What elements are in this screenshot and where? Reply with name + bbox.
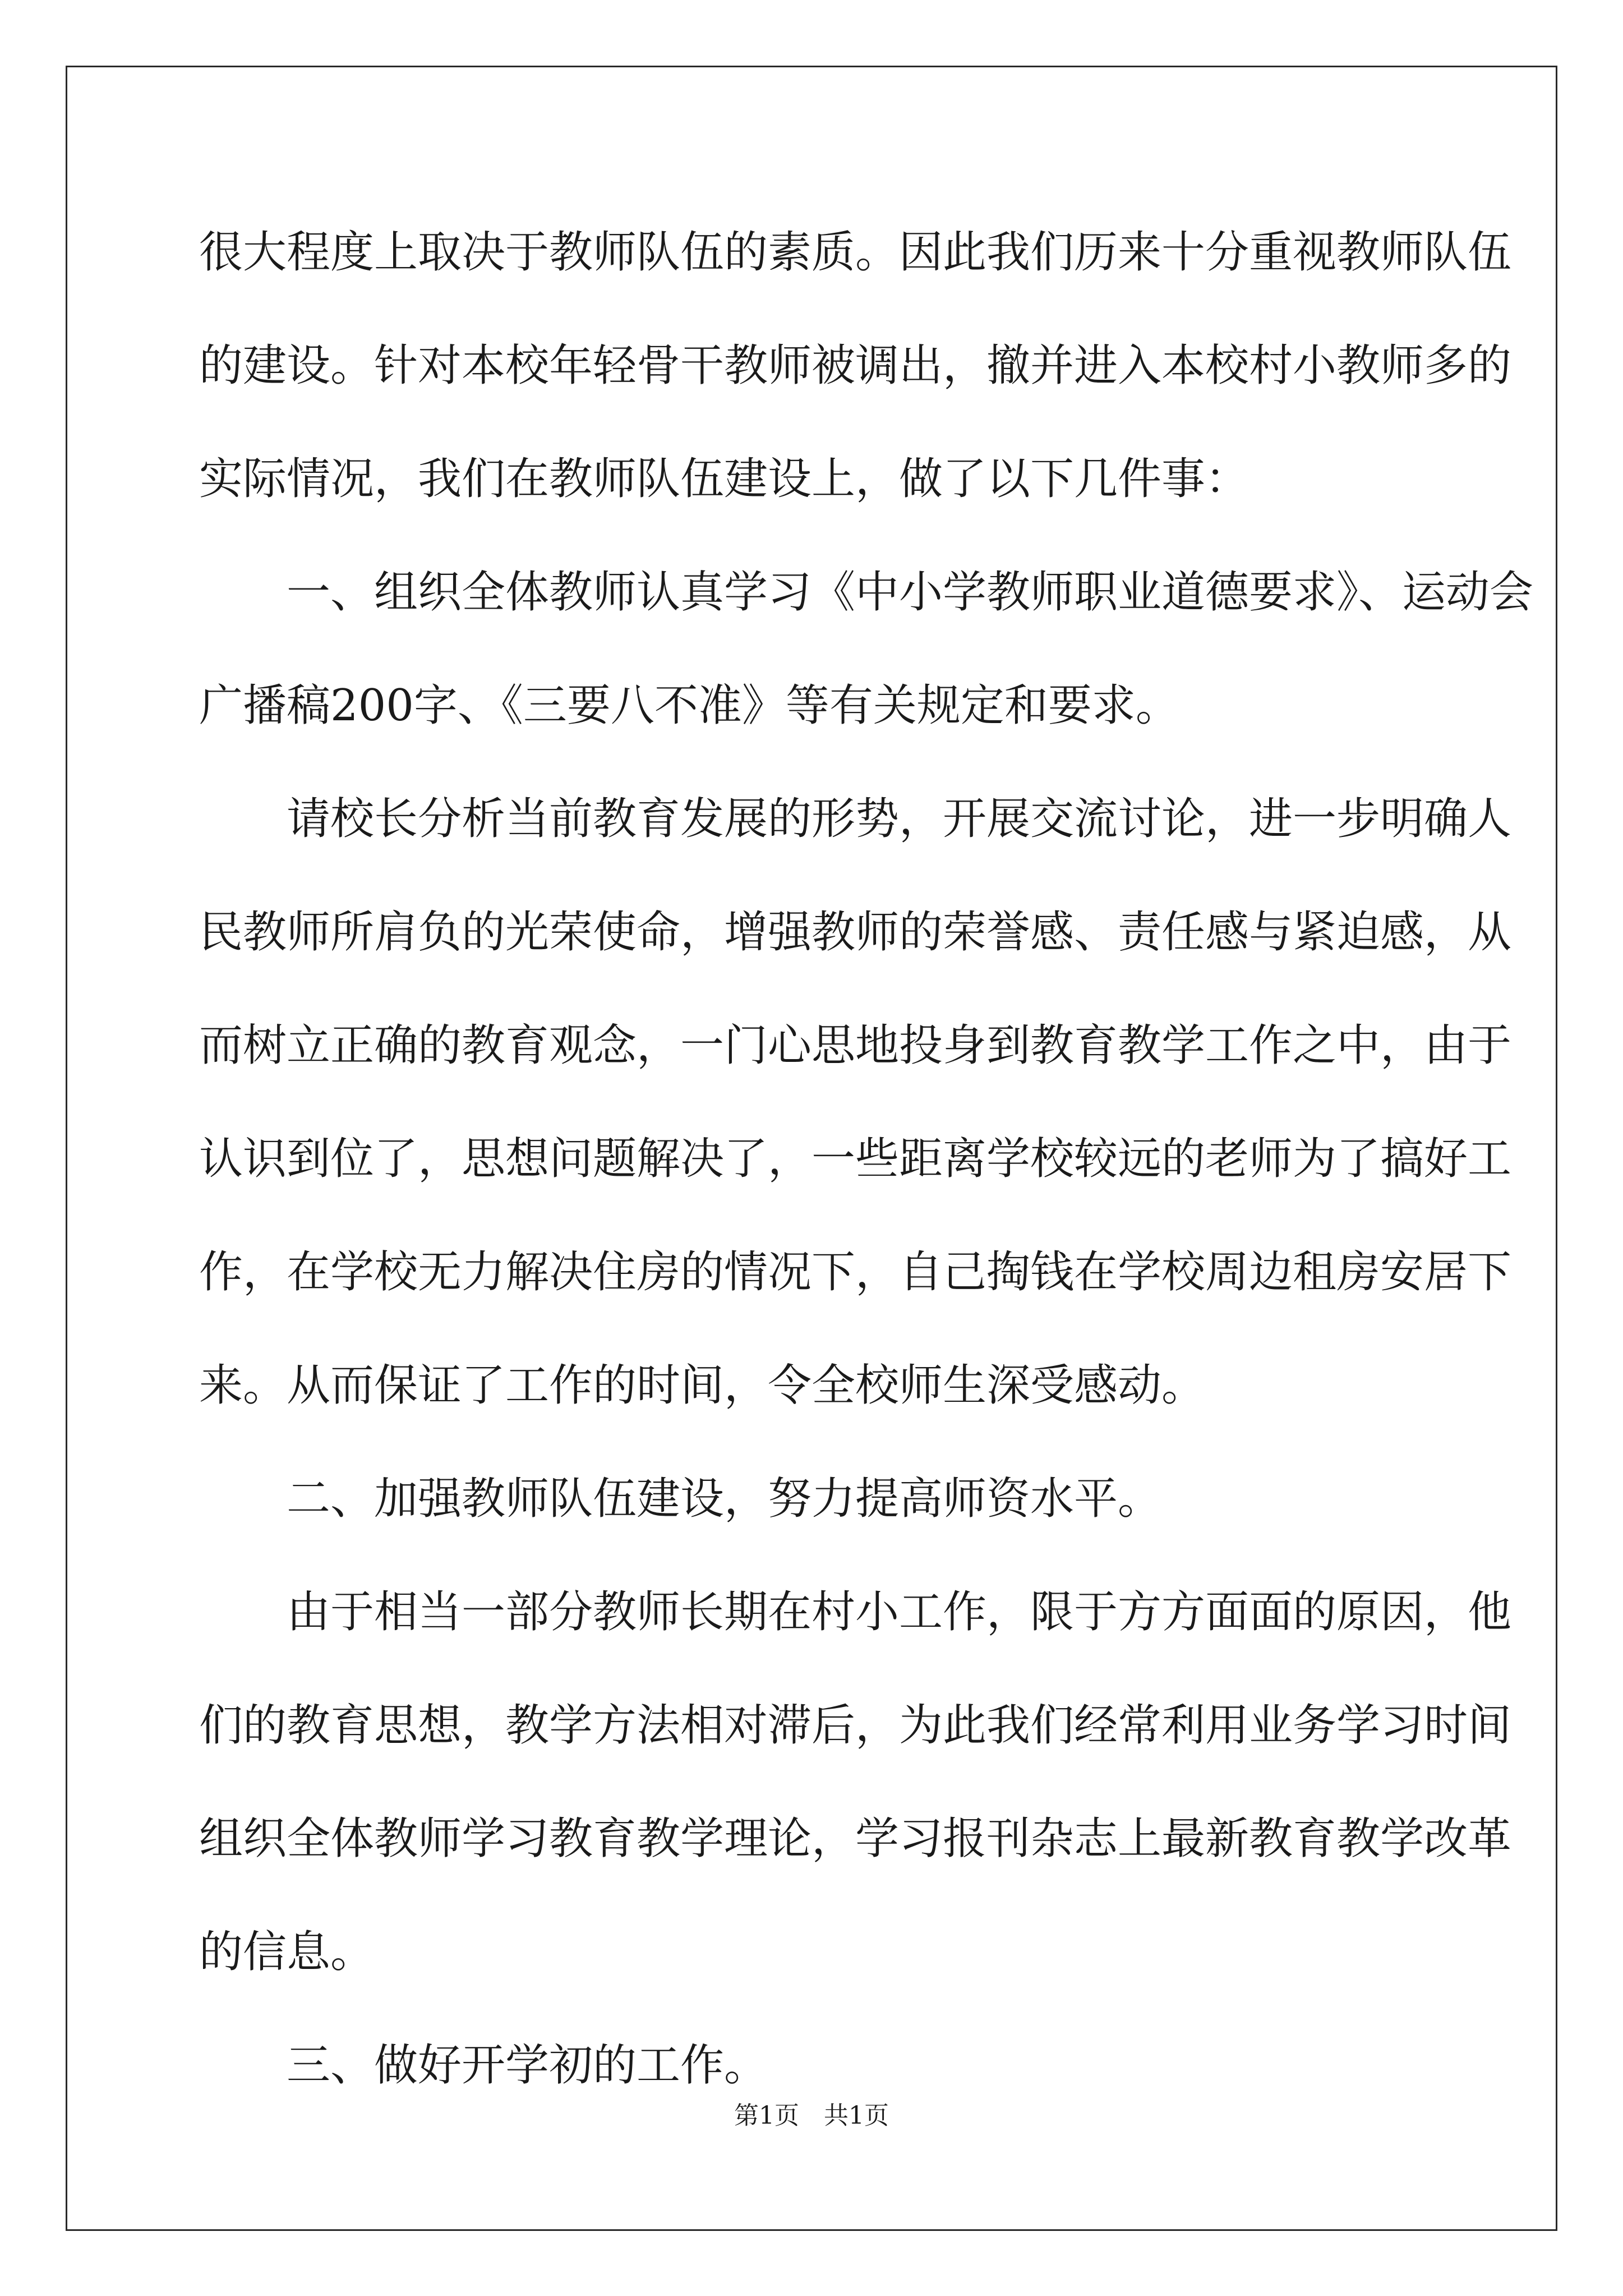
text-line: 认识到位了，思想问题解决了，一些距离学校较远的老师为了搞好工 [199, 1134, 1512, 1184]
page-number-footer: 第1页 共1页 [734, 2101, 889, 2130]
text-line: 广播稿200字、《三要八不准》等有关规定和要求。 [199, 680, 1179, 731]
text-line: 请校长分析当前教育发展的形势，开展交流讨论，进一步明确人 [287, 794, 1512, 844]
text-line: 由于相当一部分教师长期在村小工作，限于方方面面的原因，他 [287, 1587, 1512, 1637]
text-line: 实际情况，我们在教师队伍建设上，做了以下几件事： [199, 454, 1249, 504]
text-line: 组织全体教师学习教育教学理论，学习报刊杂志上最新教育教学改革 [199, 1814, 1512, 1864]
text-line: 三、做好开学初的工作。 [287, 2040, 768, 2091]
text-line: 民教师所肩负的光荣使命，增强教师的荣誉感、责任感与紧迫感，从 [199, 907, 1512, 958]
text-line: 作，在学校无力解决住房的情况下，自己掏钱在学校周边租房安居下 [199, 1247, 1512, 1297]
text-line: 们的教育思想，教学方法相对滞后，为此我们经常利用业务学习时间 [199, 1700, 1512, 1751]
text-line: 的信息。 [199, 1927, 375, 1977]
text-line: 二、加强教师队伍建设，努力提高师资水平。 [287, 1474, 1162, 1524]
text-line: 一、组织全体教师认真学习《中小学教师职业道德要求》、运动会 [287, 567, 1534, 618]
text-line: 很大程度上取决于教师队伍的素质。因此我们历来十分重视教师队伍 [199, 227, 1512, 278]
text-line: 的建设。针对本校年轻骨干教师被调出，撤并进入本校村小教师多的 [199, 341, 1512, 391]
text-line: 来。从而保证了工作的时间，令全校师生深受感动。 [199, 1360, 1206, 1411]
document-body [199, 210, 1534, 2137]
text-line: 而树立正确的教育观念，一门心思地投身到教育教学工作之中，由于 [199, 1020, 1512, 1071]
